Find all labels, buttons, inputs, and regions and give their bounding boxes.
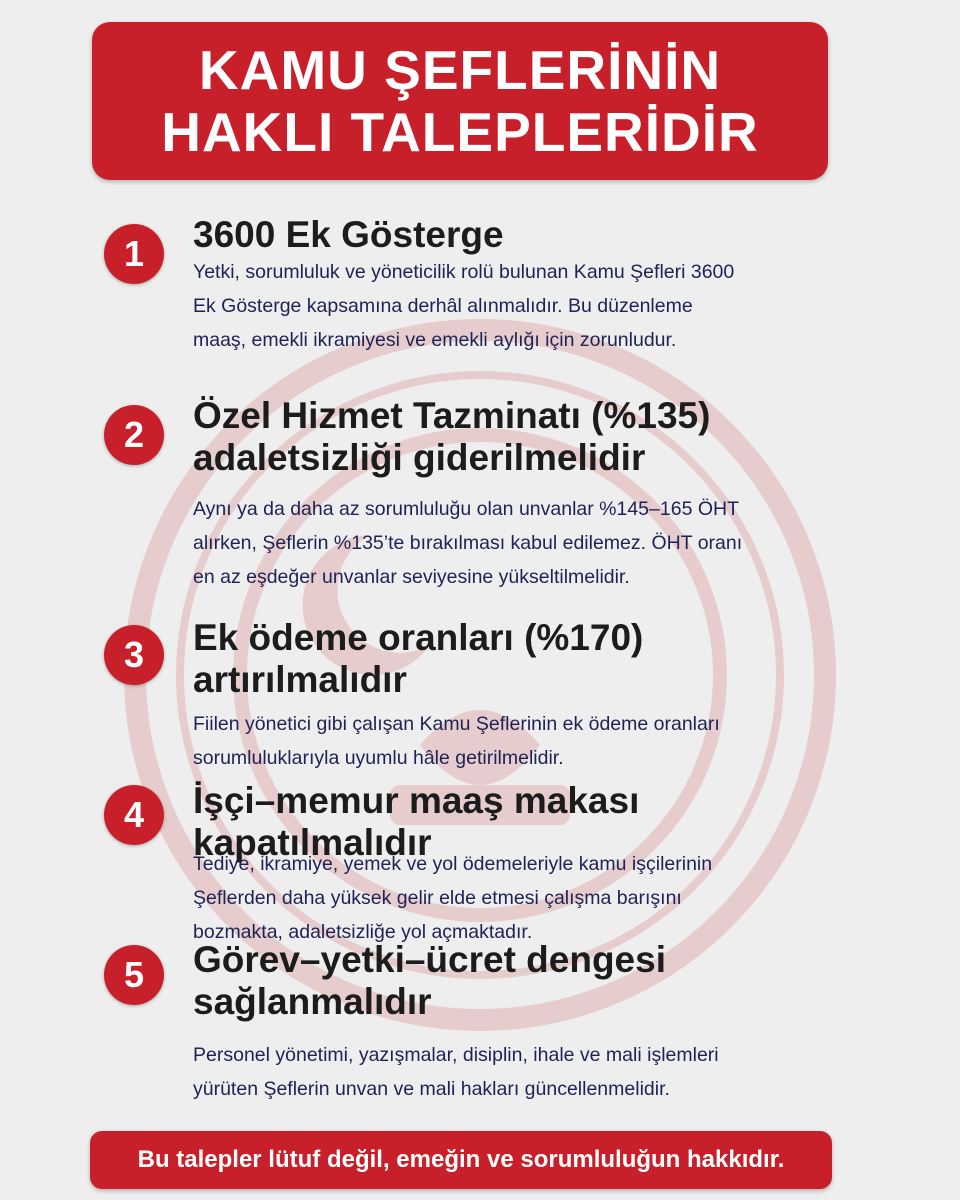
demand-desc-4-line-1: Tediye, ikramiye, yemek ve yol ödemeleriyle kamu işçilerinin xyxy=(193,853,713,875)
demand-desc-1-line-1: Yetki, sorumluluk ve yöneticilik rolü bulunan Kamu Şefleri 3600 xyxy=(193,261,735,283)
title-line-1: KAMU ŞEFLERİNİN xyxy=(198,39,722,101)
footer-banner xyxy=(90,1131,832,1189)
title-banner xyxy=(92,22,828,180)
number-badge-2: 2 xyxy=(104,405,164,465)
demand-title-5 xyxy=(193,939,913,1023)
demand-desc-2-line-2: alırken, Şeflerin %135’te bırakılması kabul edilemez. ÖHT oranı xyxy=(193,532,743,554)
number-badge-1: 1 xyxy=(104,224,164,284)
number-badge-3: 3 xyxy=(104,625,164,685)
demand-desc-5-line-2: yürüten Şeflerin unvan ve mali hakları güncellenmelidir. xyxy=(193,1078,670,1100)
demand-desc-2-line-1: Aynı ya da daha az sorumluluğu olan unvanlar %145–165 ÖHT xyxy=(193,498,739,520)
demand-title-1-line-1: 3600 Ek Gösterge xyxy=(193,214,504,255)
demand-desc-3 xyxy=(193,707,893,775)
demand-title-3-line-2: artırılmalıdır xyxy=(193,659,407,700)
demand-desc-5 xyxy=(193,1038,893,1106)
demand-title-3 xyxy=(193,617,913,701)
demand-title-2 xyxy=(193,395,913,479)
demand-desc-2 xyxy=(193,492,893,594)
demand-desc-3-line-1: Fiilen yönetici gibi çalışan Kamu Şeflerinin ek ödeme oranları xyxy=(193,713,720,735)
demand-desc-4-line-3: bozmakta, adaletsizliğe yol açmaktadır. xyxy=(193,921,533,943)
demand-desc-1 xyxy=(193,255,893,357)
demand-title-4-line-1: İşçi–memur maaş makası xyxy=(193,780,640,821)
demand-desc-4 xyxy=(193,847,893,949)
demand-desc-4-line-2: Şeflerden daha yüksek gelir elde etmesi çalışma barışını xyxy=(193,887,682,909)
demand-desc-2-line-3: en az eşdeğer unvanlar seviyesine yükseltilmelidir. xyxy=(193,566,630,588)
number-badge-5: 5 xyxy=(104,945,164,1005)
demand-desc-3-line-2: sorumluluklarıyla uyumlu hâle getirilmelidir. xyxy=(193,747,564,769)
demand-desc-5-line-1: Personel yönetimi, yazışmalar, disiplin, ihale ve mali işlemleri xyxy=(193,1044,719,1066)
demand-title-5-line-1: Görev–yetki–ücret dengesi xyxy=(193,939,666,980)
demand-title-1 xyxy=(193,214,913,256)
demand-desc-1-line-2: Ek Gösterge kapsamına derhâl alınmalıdır. Bu düzenleme xyxy=(193,295,693,317)
demand-title-4-line-2: kapatılmalıdır xyxy=(193,822,432,863)
demand-title-2-line-2: adaletsizliği giderilmelidir xyxy=(193,437,646,478)
number-badge-4: 4 xyxy=(104,785,164,845)
footer-text: Bu talepler lütuf değil, emeğin ve sorumluluğun hakkıdır. xyxy=(137,1146,785,1173)
demand-title-2-line-1: Özel Hizmet Tazminatı (%135) xyxy=(193,395,711,436)
title-line-2: HAKLI TALEPLERİDİR xyxy=(161,101,759,163)
demand-desc-1-line-3: maaş, emekli ikramiyesi ve emekli aylığı için zorunludur. xyxy=(193,329,677,351)
demand-title-3-line-1: Ek ödeme oranları (%170) xyxy=(193,617,644,658)
demand-title-5-line-2: sağlanmalıdır xyxy=(193,981,432,1022)
